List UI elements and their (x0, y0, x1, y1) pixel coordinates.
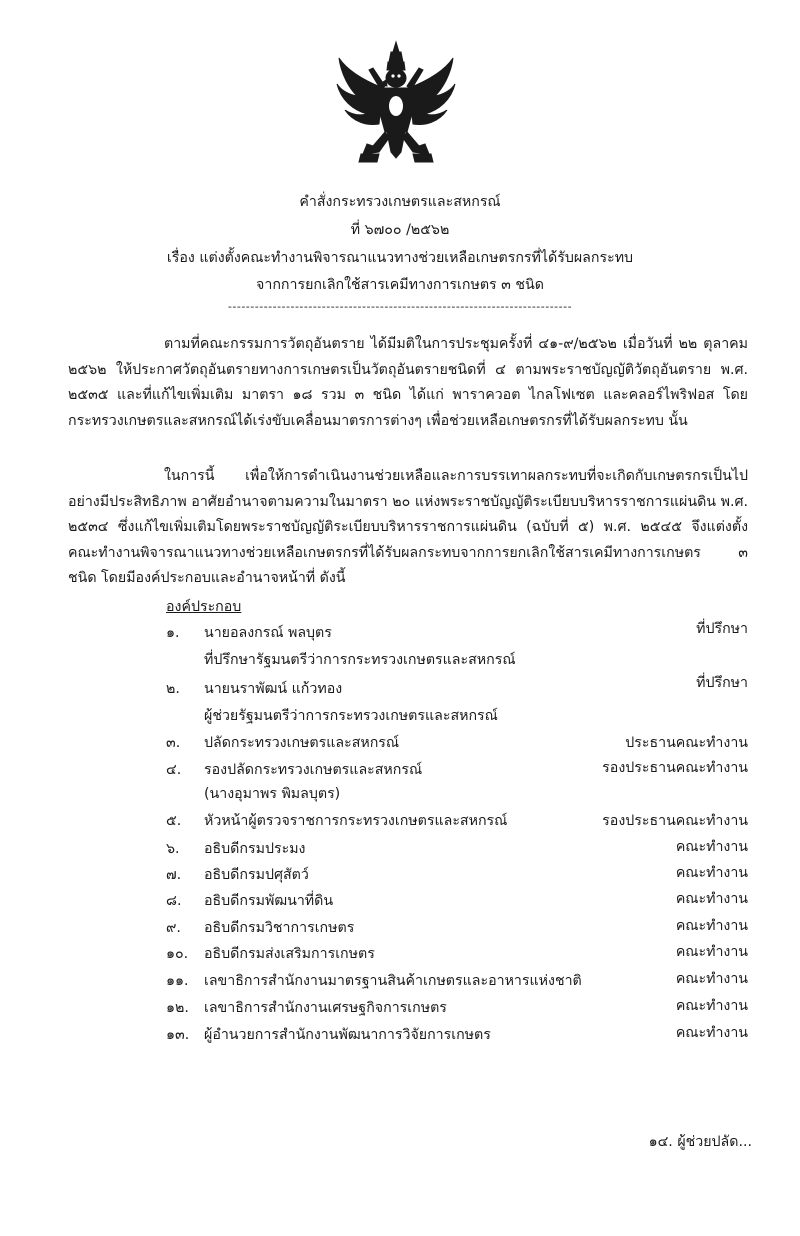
member-number: ๑. (166, 625, 180, 641)
member-name: นายนราพัฒน์ แก้วทอง (204, 681, 343, 697)
member-role: คณะทำงาน (675, 891, 748, 907)
garuda-emblem-icon (333, 40, 459, 168)
member-name: นายอลงกรณ์ พลบุตร (204, 625, 332, 641)
member-name: อธิบดีกรมปศุสัตว์ (204, 867, 309, 883)
order-title: คำสั่งกระทรวงเกษตรและสหกรณ์ (299, 194, 501, 210)
member-number: ๘. (166, 893, 182, 909)
member-role: ที่ปรึกษา (696, 621, 748, 637)
member-role: ประธานคณะทำงาน (625, 735, 748, 751)
member-name: เลขาธิการสำนักงานมาตรฐานสินค้าเกษตรและอาหารแห่งชาติ (204, 973, 582, 989)
member-number: ๑๐. (166, 946, 189, 962)
member-name: อธิบดีกรมส่งเสริมการเกษตร (204, 946, 375, 962)
member-number: ๒. (166, 681, 180, 697)
member-name: รองปลัดกระทรวงเกษตรและสหกรณ์ (204, 762, 423, 778)
member-name: หัวหน้าผู้ตรวจราชการกระทรวงเกษตรและสหกรณ์ (204, 813, 508, 829)
member-number: ๖. (166, 841, 180, 857)
order-number: ที่ ๖๗๐๐ /๒๕๖๒ (350, 222, 450, 238)
member-role: รองประธานคณะทำงาน (602, 813, 748, 829)
member-name: อธิบดีกรมวิชาการเกษตร (204, 920, 355, 936)
member-role: คณะทำงาน (675, 918, 748, 934)
member-name: อธิบดีกรมพัฒนาที่ดิน (204, 893, 334, 909)
member-number: ๑๓. (166, 1027, 190, 1043)
subject-line-2: จากการยกเลิกใช้สารเคมีทางการเกษตร ๓ ชนิด (256, 277, 544, 293)
member-number: ๔. (166, 762, 182, 778)
member-role: ที่ปรึกษา (696, 675, 748, 691)
member-subtitle: (นางอุมาพร พิมลบุตร) (204, 786, 341, 802)
member-number: ๑๒. (166, 1000, 189, 1016)
member-subtitle: ผู้ช่วยรัฐมนตรีว่าการกระทรวงเกษตรและสหกรณ์ (204, 708, 498, 724)
member-number: ๕. (166, 813, 182, 829)
member-number: ๑๑. (166, 973, 189, 989)
member-number: ๓. (166, 735, 181, 751)
member-role: คณะทำงาน (675, 865, 748, 881)
member-role: คณะทำงาน (675, 971, 748, 987)
member-role: คณะทำงาน (675, 839, 748, 855)
member-number: ๙. (166, 920, 181, 936)
member-name: ผู้อำนวยการสำนักงานพัฒนาการวิจัยการเกษตร (204, 1027, 491, 1043)
member-number: ๗. (166, 867, 182, 883)
divider: ----------------------------------------------------------------------------- (227, 300, 573, 313)
section-heading-composition: องค์ประกอบ (166, 599, 242, 615)
member-role: คณะทำงาน (675, 1025, 748, 1041)
member-subtitle: ที่ปรึกษารัฐมนตรีว่าการกระทรวงเกษตรและสหกรณ์ (204, 652, 516, 668)
page-continuation: ๑๔. ผู้ช่วยปลัด... (648, 1134, 752, 1150)
member-name: ปลัดกระทรวงเกษตรและสหกรณ์ (204, 735, 400, 751)
subject-line-1: เรื่อง แต่งตั้งคณะทำงานพิจารณาแนวทางช่วยเหลือเกษตรกรที่ได้รับผลกระทบ (166, 250, 634, 266)
member-name: อธิบดีกรมประมง (204, 841, 306, 857)
member-role: คณะทำงาน (675, 998, 748, 1014)
paragraph-authority: ในการนี้ เพื่อให้การดำเนินงานช่วยเหลือและการบรรเทาผลกระทบที่จะเกิดกับเกษตรกรเป็นไปอย่างมีประสิทธิภาพ อาศัยอำนาจตามความในมาตรา ๒๐ แห่งพระราชบัญญัติระเบียบบริหารราชการแผ่นดิน พ.ศ. ๒๕๓๔ ซึ่งแก้ไขเพิ่มเติมโดยพระราชบัญญัติระเบียบบริหารราชการแผ่นดิน (ฉบับที่ ๕) พ.ศ. ๒๕๔๕ จึงแต่งตั้งคณะทำงานพิจารณาแนวทางช่วยเหลือเกษตรกรที่ได้รับผลกระทบจากการยกเลิกใช้สารเคมีทางการเกษตร ๓ ชนิด โดยมีองค์ประกอบและอำนาจหน้าที่ ดังนี้ (68, 468, 748, 586)
paragraph-background: ตามที่คณะกรรมการวัตถุอันตราย ได้มีมติในการประชุมครั้งที่ ๔๑-๙/๒๕๖๒ เมื่อวันที่ ๒๒ ตุลาคม ๒๕๖๒ ให้ประกาศวัตถุอันตรายทางการเกษตรเป็นวัตถุอันตรายชนิดที่ ๔ ตามพระราชบัญญัติวัตถุอันตราย พ.ศ. ๒๕๓๕ และที่แก้ไขเพิ่มเติม มาตรา ๑๘ รวม ๓ ชนิด ได้แก่ พาราควอต ไกลโฟเซต และคลอร์ไพริฟอส โดยกระทรวงเกษตรและสหกรณ์ได้เร่งขับเคลื่อนมาตรการต่างๆ เพื่อช่วยเหลือเกษตรกรที่ได้รับผลกระทบ นั้น (68, 336, 748, 429)
member-role: รองประธานคณะทำงาน (602, 760, 748, 776)
member-role: คณะทำงาน (675, 944, 748, 960)
member-name: เลขาธิการสำนักงานเศรษฐกิจการเกษตร (204, 1000, 447, 1016)
